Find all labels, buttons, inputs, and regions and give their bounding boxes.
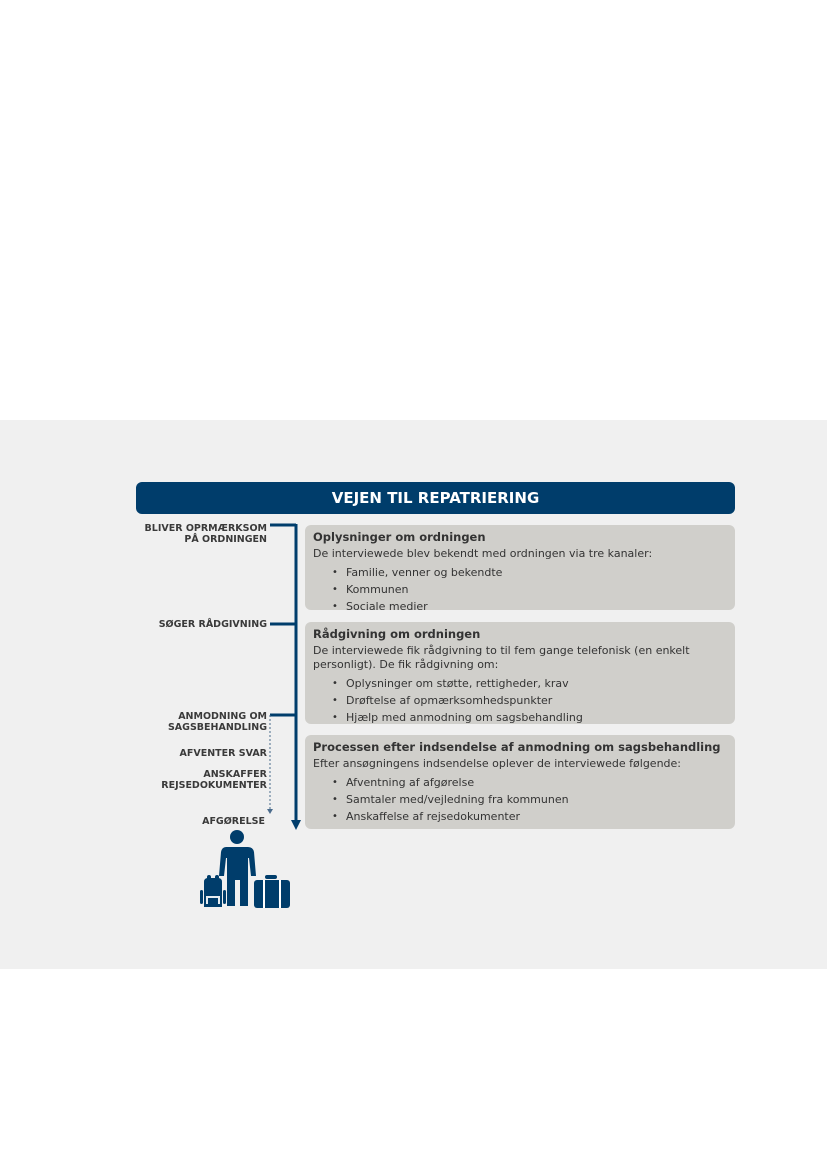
box-intro: De interviewede fik rådgivning to til fem gange telefonisk (en enkelt personligt). De fik rådgivning om: bbox=[313, 644, 690, 671]
stage-seek-advice: SØGER RÅDGIVNING bbox=[158, 619, 267, 630]
list-item: • Anskaffelse af rejsedokumenter bbox=[332, 808, 727, 825]
list-item: • Hjælp med anmodning om sagsbehandling bbox=[332, 709, 727, 726]
list-item: • Kommunen bbox=[332, 581, 727, 598]
stage-documents: ANSKAFFER REJSEDOKUMENTER bbox=[161, 769, 267, 791]
list-item: • Drøftelse af opmærksomhedspunkter bbox=[332, 692, 727, 709]
list-item: • Sociale medier bbox=[332, 598, 727, 615]
box-title: Oplysninger om ordningen bbox=[313, 530, 486, 544]
diagram-title: VEJEN TIL REPATRIERING bbox=[136, 482, 735, 514]
stage-decision: AFGØRELSE bbox=[202, 816, 265, 827]
list-item: • Samtaler med/vejledning fra kommunen bbox=[332, 791, 727, 808]
stage-request: ANMODNING OM SAGSBEHANDLING bbox=[167, 711, 267, 733]
list-item: • Oplysninger om støtte, rettigheder, krav bbox=[332, 675, 727, 692]
box-title: Rådgivning om ordningen bbox=[313, 627, 481, 641]
box-intro: De interviewede blev bekendt med ordningen via tre kanaler: bbox=[313, 547, 653, 560]
box-title: Processen efter indsendelse af anmodning om sagsbehandling bbox=[313, 740, 721, 754]
box-intro: Efter ansøgningens indsendelse oplever de interviewede følgende: bbox=[313, 757, 682, 770]
list-item: • Familie, venner og bekendte bbox=[332, 564, 727, 581]
stage-aware: BLIVER OPRMÆRKSOM PÅ ORDNINGEN bbox=[144, 523, 267, 545]
stage-await: AFVENTER SVAR bbox=[179, 748, 267, 759]
list-item: • Afventning af afgørelse bbox=[332, 774, 727, 791]
